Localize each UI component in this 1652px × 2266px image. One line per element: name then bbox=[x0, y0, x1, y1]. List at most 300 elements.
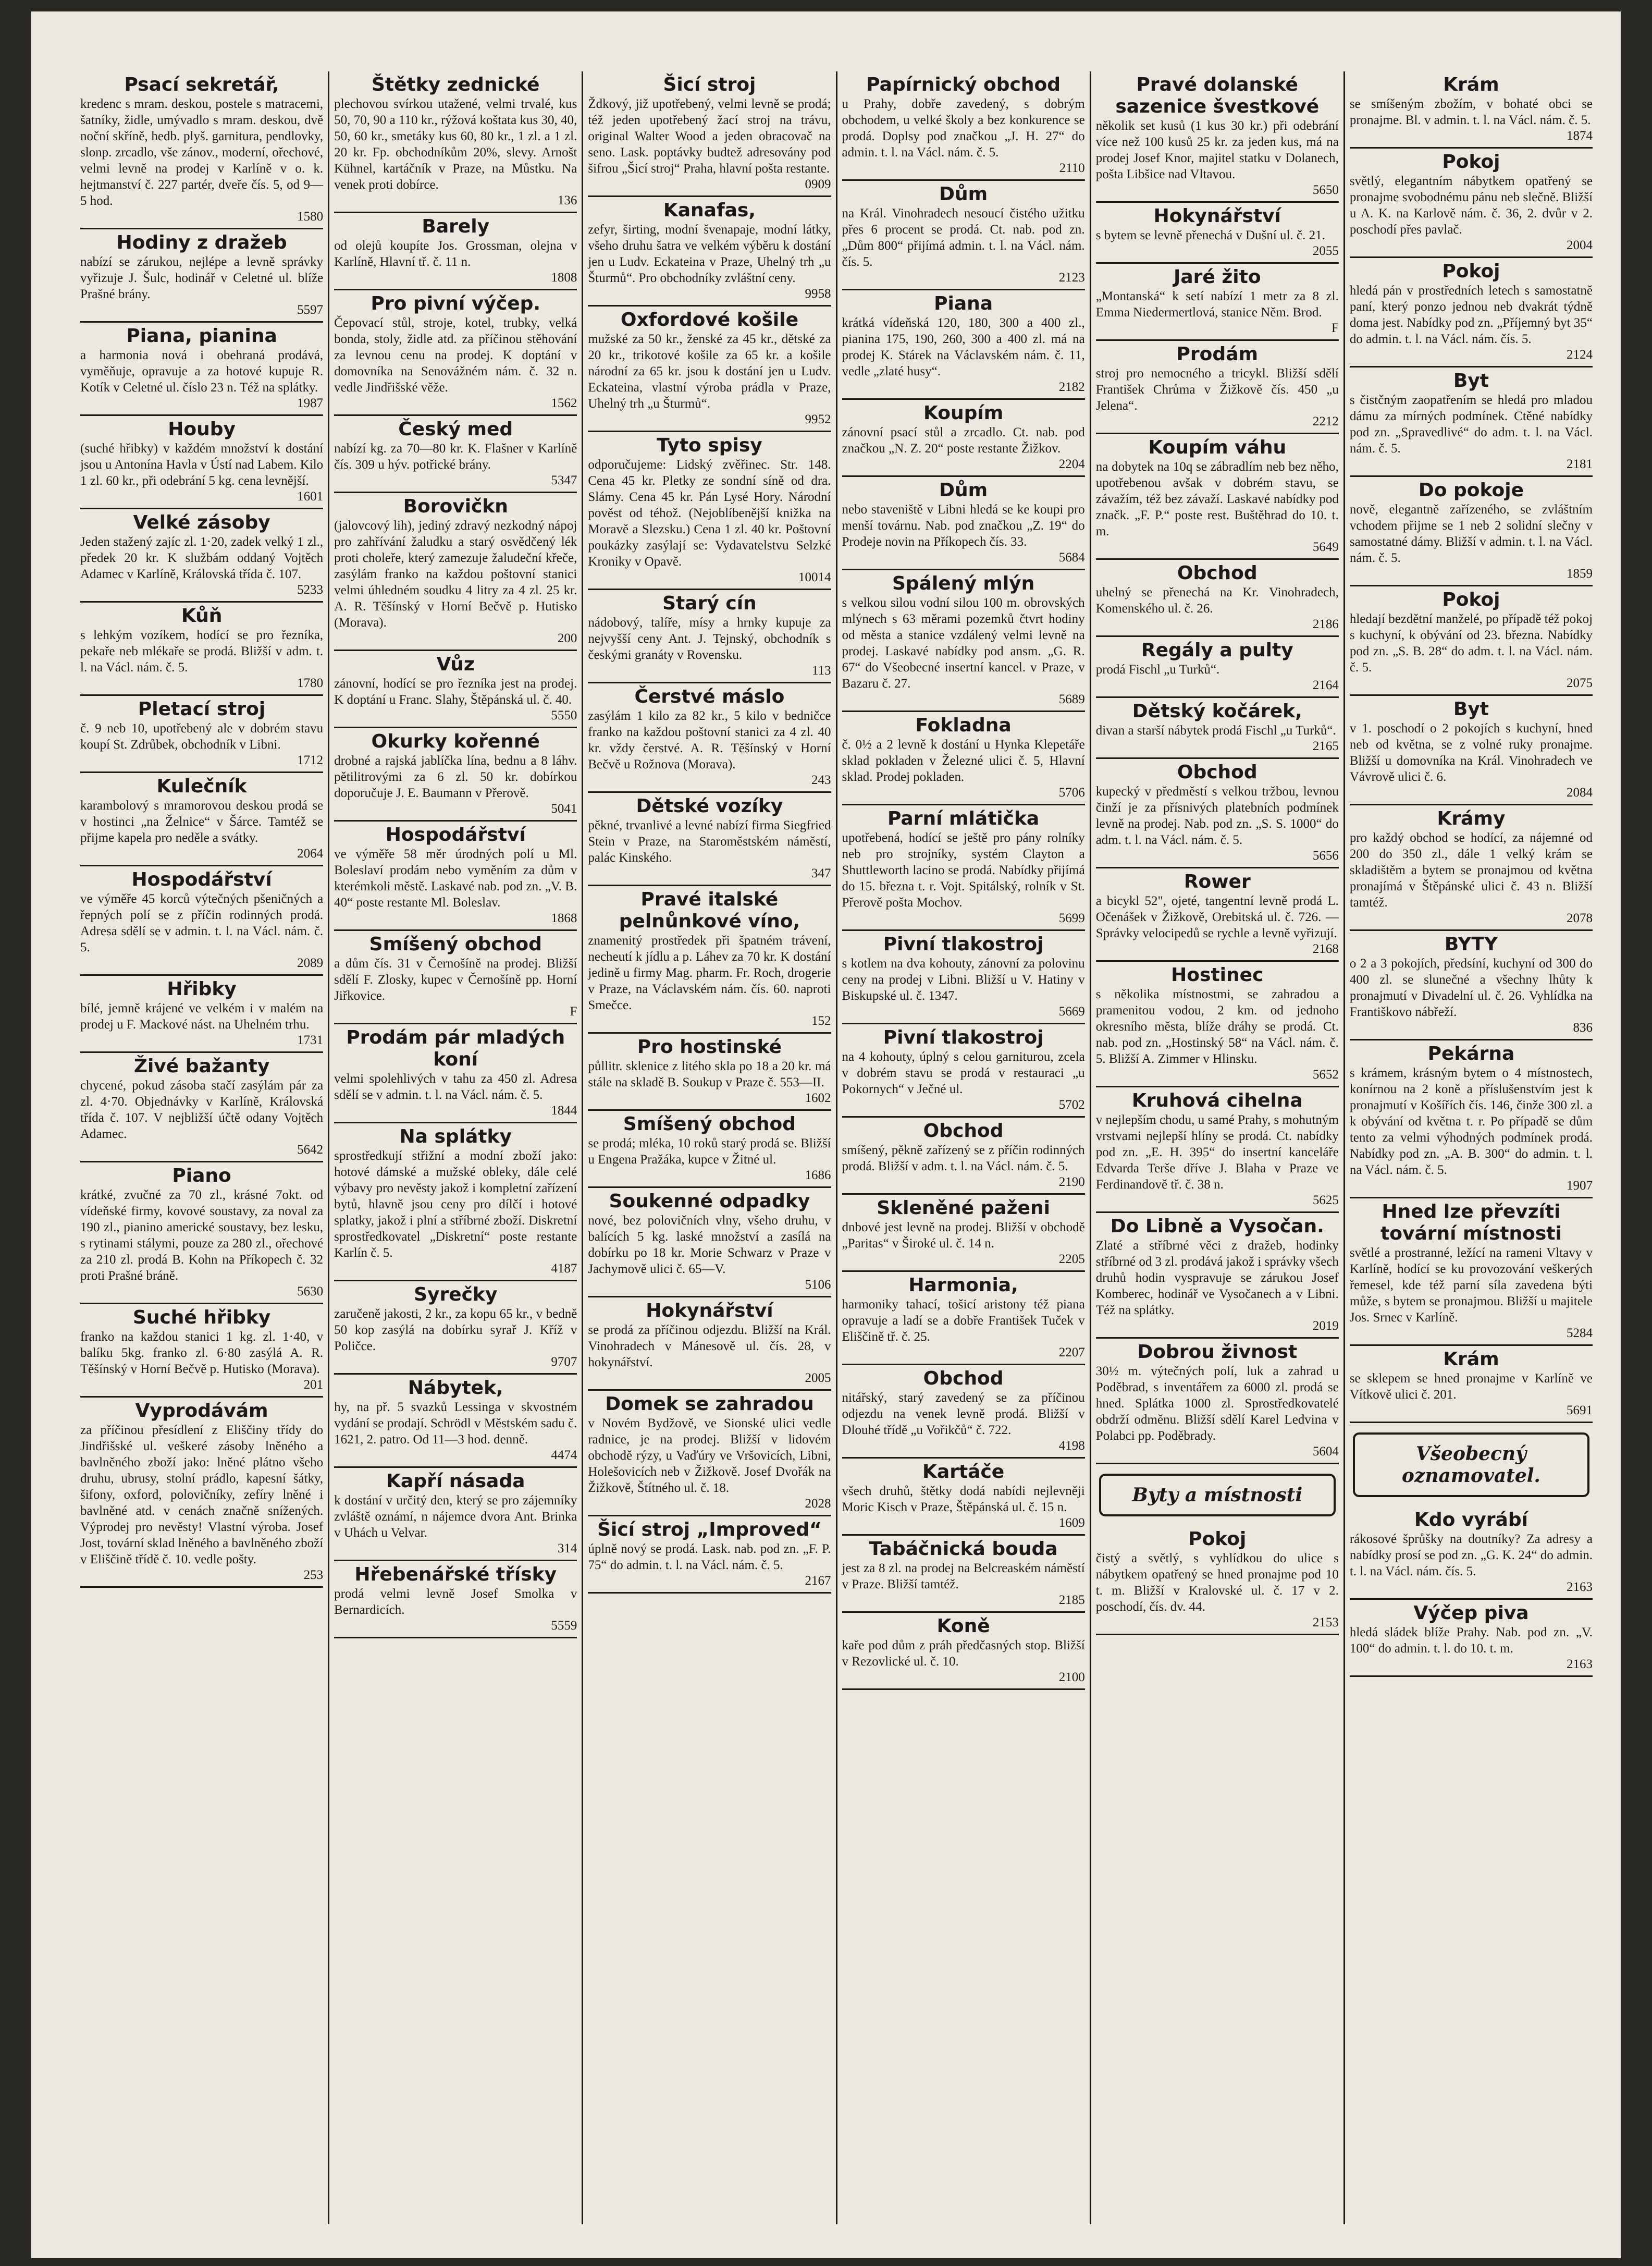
ad-number: 1907 bbox=[1567, 1179, 1593, 1193]
ad-heading: Rower bbox=[1183, 871, 1251, 892]
ad-heading: Hostinec bbox=[1171, 964, 1264, 986]
ad-number: 5652 bbox=[1312, 1068, 1339, 1082]
ad-heading: Dobrou živnost bbox=[1137, 1341, 1298, 1363]
ad-body: nebo staveniště v Libni hledá se ke koupi pro menší továrnu. Nab. pod značkou „Z. 19“ do Prodeje novin na Příkopech čís. 33. bbox=[842, 503, 1085, 549]
classified-ad bbox=[80, 229, 323, 323]
classified-ad bbox=[842, 1195, 1085, 1272]
ad-number: 2164 bbox=[1312, 678, 1339, 692]
ad-heading: Hokynářství bbox=[1153, 205, 1281, 227]
ad-heading: Pravé dolanské sazenice švestkové bbox=[1115, 74, 1320, 117]
ad-number: 5106 bbox=[805, 1278, 831, 1292]
ad-body: všech druhů, štětky dodá nabídi nejlevněji Moric Kisch v Praze, Štěpánská ul. č. 15 n. bbox=[842, 1484, 1085, 1514]
classified-ad bbox=[842, 1118, 1085, 1195]
ad-body: bílé, jemně krájené ve velkém i v malém na prodej u F. Mackové nást. na Uhelném trhu. bbox=[80, 1001, 324, 1032]
ad-heading: Vůz bbox=[436, 654, 475, 675]
classified-ad bbox=[842, 1024, 1085, 1118]
ad-number: 5604 bbox=[1312, 1444, 1339, 1459]
classified-ad bbox=[1096, 868, 1339, 962]
ad-heading: Do Libně a Vysočan. bbox=[1110, 1216, 1324, 1237]
ad-number: 5284 bbox=[1567, 1326, 1593, 1340]
ad-body: zefyr, širting, modní švenapaje, modní látky, všeho druhu šatra ve velkém výběru k dostání jen u Ludv. Eckateina v Praze, Uhelný trh „u Šturmů“. Pro obchodníky zvláštní ceny. bbox=[588, 223, 831, 285]
ad-body: prodá velmi levně Josef Smolka v Bernardicích. bbox=[334, 1587, 577, 1617]
classified-ad bbox=[588, 1297, 831, 1391]
classified-ad bbox=[1350, 1600, 1593, 1677]
classified-ad bbox=[588, 71, 831, 197]
classified-ad bbox=[1350, 477, 1593, 586]
classified-ad bbox=[588, 590, 831, 683]
section-banner bbox=[1353, 1432, 1589, 1497]
ad-body: několik set kusů (1 kus 30 kr.) při odebrání více než 100 kusů 25 kr. za jeden kus, má na prodej Josef Knor, majitel statku v Dolanech, pošta Libšice nad Vltavou. bbox=[1095, 119, 1339, 181]
classified-ad bbox=[842, 477, 1085, 570]
classified-ad bbox=[1096, 637, 1339, 698]
ad-number: 2165 bbox=[1312, 739, 1339, 753]
ad-body: franko na každou stanici 1 kg. zl. 1·40, v balíku 5kg. franko zl. 6·80 zasýlá A. R. Těšínský v Horní Bečvě p. Hutisko (Morava). bbox=[80, 1330, 324, 1376]
ad-number: 2100 bbox=[1058, 1670, 1085, 1684]
ad-body: krátká vídeňská 120, 180, 300 a 400 zl., pianina 175, 190, 260, 300 a 400 zl. má na prodej K. Stárek na Václavském nám. č. 11, vedle „zlaté husy“. bbox=[842, 316, 1085, 378]
classified-ad bbox=[80, 509, 323, 603]
ad-body: úplně nový se prodá. Lask. nab. pod zn. „F. P. 75“ do admin. t. l. na Václ. nám. č. 5. bbox=[588, 1542, 831, 1572]
classified-ad bbox=[1096, 1087, 1339, 1213]
ad-heading: Hodiny z dražeb bbox=[116, 232, 287, 253]
ad-number: 5691 bbox=[1567, 1403, 1593, 1417]
ad-body: s kotlem na dva kohouty, zánovní za polovinu ceny na prodej v Libni. Bližší u V. Hatiny v Biskupské ul. č. 1347. bbox=[842, 957, 1085, 1003]
ad-heading: Velké zásoby bbox=[133, 512, 270, 533]
ad-heading: Hokynářství bbox=[646, 1300, 773, 1321]
classified-ad bbox=[334, 822, 577, 931]
ad-heading: Byt bbox=[1453, 699, 1489, 720]
ad-body: 30½ m. výtečných polí, luk a zahrad u Poděbrad, s inventářem za 6000 zl. prodá se hned. Splátka 1000 zl. Sprostředkovatelé obdrží odměnu. Bližší sdělí Karel Ledvina v Polabci pp. Poděbrady. bbox=[1095, 1364, 1339, 1443]
classified-ad bbox=[1096, 560, 1339, 637]
ad-body: se smíšeným zbožím, v bohaté obci se pronajme. Bl. v admin. t. l. na Václ. nám. č. 5. bbox=[1349, 97, 1593, 127]
ad-body: nabízí se zárukou, nejlépe a levně správky vyřizuje J. Šulc, hodinář v Celetné ul. blíže Prašné brány. bbox=[80, 255, 324, 301]
classified-ad bbox=[1096, 341, 1339, 434]
ad-heading: Skleněné paženi bbox=[877, 1197, 1050, 1219]
ad-heading: Koupím bbox=[923, 402, 1004, 424]
ad-body: rákosové šprůšky na doutníky? Za adresy a nabídky prosí se pod zn. „G. K. 24“ do admin. t. l. na Václ. nám. čís. 5. bbox=[1349, 1532, 1593, 1578]
ad-number: 1874 bbox=[1567, 129, 1593, 143]
classified-ad bbox=[334, 71, 577, 213]
column-3 bbox=[583, 71, 837, 2224]
classified-ad bbox=[588, 1188, 831, 1297]
classified-ad bbox=[80, 696, 323, 773]
ad-body: drobné a rajská jablíčka lína, bednu a 8 láhv. pětilitrovými za 6 zl. 50 kr. dobírkou doporučuje J. E. Baumann v Přerově. bbox=[334, 754, 577, 800]
ad-heading: Pokoj bbox=[1188, 1528, 1247, 1550]
classified-ad bbox=[334, 1281, 577, 1375]
classified-ad bbox=[842, 181, 1085, 290]
ad-heading: Jaré žito bbox=[1173, 266, 1261, 288]
classified-ad bbox=[80, 976, 323, 1053]
classified-ad bbox=[588, 1111, 831, 1188]
ad-heading: Borovičkn bbox=[403, 496, 508, 517]
ad-number: 2163 bbox=[1567, 1580, 1593, 1594]
ad-heading: Dům bbox=[939, 183, 988, 205]
ad-number: 2204 bbox=[1058, 457, 1085, 471]
ad-body: harmoniky tahací, tošicí aristony též piana opravuje a ladí se a dobře František Tuček v Eliščině tř. č. 25. bbox=[842, 1297, 1085, 1344]
column-6 bbox=[1345, 71, 1597, 2224]
classified-ad bbox=[1350, 696, 1593, 805]
ad-body: od olejů koupíte Jos. Grossman, olejna v Karlíně, Hlavní tř. č. 11 n. bbox=[334, 239, 577, 269]
ad-number: 5689 bbox=[1058, 692, 1085, 706]
ad-number: 1808 bbox=[551, 271, 577, 285]
classified-ad bbox=[842, 931, 1085, 1024]
ad-heading: Smíšený obchod bbox=[369, 934, 542, 955]
ad-number: 5649 bbox=[1312, 540, 1339, 554]
ad-body: (jalovcový lih), jediný zdravý nezkodný nápoj pro zahřívání žaludku a starý osvědčený lék proti choleře, který zamezuje žaludeční křeče, zasýlám franko na každou poštovní stanici velmi úhledném soudku 4 litry za 4 zl. 25 kr. A. R. Těšínský v Horní Bečvě p. Hutisko (Morava). bbox=[334, 519, 577, 630]
ad-heading: Pravé italské pelnůnkové víno, bbox=[619, 889, 800, 932]
ad-body: nové, bez polovičních vlny, všeho druhu, v balících 5 kg. laské množství a zasílá na dobírku po 18 kr. Morie Schwarz v Praze v Jachymově ulici č. 65—V. bbox=[588, 1214, 831, 1276]
classified-ad bbox=[588, 197, 831, 307]
ad-heading: Suché hřibky bbox=[132, 1307, 271, 1328]
ad-heading: Houby bbox=[168, 419, 236, 440]
ad-number: 1562 bbox=[551, 396, 577, 410]
classified-ad bbox=[80, 323, 323, 416]
classified-ad bbox=[1096, 434, 1339, 560]
ad-heading: Kruhová cihelna bbox=[1131, 1090, 1303, 1111]
ad-number: 4187 bbox=[551, 1261, 577, 1276]
classified-ad bbox=[1350, 805, 1593, 931]
ad-heading: Starý cín bbox=[662, 593, 757, 614]
ad-number: 2182 bbox=[1058, 380, 1085, 394]
ad-heading: Výčep piva bbox=[1413, 1602, 1529, 1624]
classified-ad bbox=[588, 1516, 831, 1594]
ad-body: s krámem, krásným bytem o 4 místnostech, konírnou na 2 koně a příslušenstvím jest k pronajmutí v Košířích čís. 146, činže 300 zl. a k obývání od května t. r. Po případě se dům tento za velmi výhodných podmínek prodá. Nabídky pod zn. „A. B. 300“ do admin. t. l. na Václ. nám. č. 5. bbox=[1349, 1066, 1593, 1177]
classified-ad bbox=[842, 400, 1085, 477]
ad-body: světlé a prostranné, ležící na rameni Vltavy v Karlíně, hodící se ku provozování veškerých řemesel, kde též parní síla zavedena býti může, s bytem se pronajmou. Bližší u majitele Jos. Srnec v Karlíně. bbox=[1349, 1246, 1593, 1325]
ad-body: upotřebená, hodící se ještě pro pány rolníky neb pro strojníky, systém Clayton a Shuttleworth lacino se prodá. Nabídky přijímá do 15. března t. r. Vojt. Spitálský, rolník v St. Přerově pošta Mochov. bbox=[842, 831, 1085, 910]
classified-ad bbox=[1096, 71, 1339, 203]
ad-body: se sklepem se hned pronajme v Karlíně ve Vítkově ulici č. 201. bbox=[1349, 1371, 1593, 1402]
ad-body: nádobový, talíře, mísy a hrnky kupuje za nejvyšší ceny Ant. J. Tejnský, obchodník s českými granáty v Rovensku. bbox=[588, 616, 831, 662]
classified-ad bbox=[1096, 264, 1339, 341]
ad-heading: Domek se zahradou bbox=[605, 1393, 814, 1415]
ad-heading: Barely bbox=[422, 216, 490, 237]
ad-number: 5550 bbox=[551, 708, 577, 722]
ad-body: „Montanská“ k setí nabízí 1 metr za 8 zl. Emma Niedermertlová, stanice Něm. Brod. bbox=[1095, 289, 1339, 320]
ad-body: hy, na př. 5 svazků Lessinga v skvostném vydání se prodají. Schrödl v Městském sadu č. 1621, 2. patro. Od 11—3 hod. denně. bbox=[334, 1400, 577, 1447]
ad-body: za příčinou přesídlení z Eliščiny třídy do Jindřišské ul. veškeré zásoby lněného a bavlněného zboží jako: lněné plátno všeho druhu, ubrusy, stolní prádlo, kapesní šátky, šifony, oxford, polovičníky, zefíry lněné i bavlněné atd. v cenách značně snížených. Výprodej pro nevěsty! Vlastní výroba. Josef Jost, tovární sklad lněného a bavlněného zboží v Eliščině třídě č. 10. vedle pošty. bbox=[80, 1423, 324, 1566]
ad-body: zánovní psací stůl a zrcadlo. Ct. nab. pod značkou „N. Z. 20“ poste restante Žižkov. bbox=[842, 425, 1085, 456]
ad-heading: Kůň bbox=[181, 605, 223, 627]
ad-heading: Koupím váhu bbox=[1148, 437, 1287, 458]
ad-heading: Piana, pianina bbox=[126, 325, 277, 347]
ad-heading: Obchod bbox=[1177, 562, 1258, 584]
ad-body: plechovou svírkou utažené, velmi trvalé, kus 50, 70, 90 a 110 kr., rýžová koštata kus 30, 40, 50, 60 kr., smetáky kus 60, 80 kr., 1 zl. a 1 zl. 20 kr. Fp. obchodníkům 20%, slevy. Arnošt Kühnel, kartáčník v Praze, na Můstku. Na venek proti dobírce. bbox=[334, 97, 577, 192]
ad-heading: Soukenné odpadky bbox=[609, 1191, 810, 1212]
ad-number: 2064 bbox=[297, 847, 324, 861]
ad-body: sprostředkují střižní a modní zboží jako: hotové dámské a mužské obleky, dále celé výbavy pro nevěsty jakož i kompletní zařízení bytů, hlavně jsou ceny pro dílčí i hotové splatky, jakož i plní a stříbrné zboží. Diskretní sprostředkovatel „Diskretní“ poste restante Karlín č. 5. bbox=[334, 1149, 577, 1260]
ad-number: 5656 bbox=[1312, 849, 1339, 863]
ad-heading: Kapří násada bbox=[386, 1471, 525, 1492]
ad-body: krátké, zvučné za 70 zl., krásné 7okt. od vídeňské firmy, kovové soustavy, za noval za 190 zl., pianino americké soustavy, bez lesku, s rytinami stálymi, pouze za 280 zl., ořechové za 210 zl. prodá B. Kohn na Příkopech č. 32 proti Prašné bráně. bbox=[80, 1188, 324, 1283]
classified-ad bbox=[80, 773, 323, 866]
ad-heading: Hospodářství bbox=[131, 869, 272, 890]
ad-heading: Hřebenářské třísky bbox=[354, 1564, 557, 1585]
ad-heading: Obchod bbox=[923, 1368, 1004, 1389]
ad-number: 5347 bbox=[551, 473, 577, 487]
ad-body: hledají bezdětní manželé, po případě též pokoj s kuchyní, k obývání od 23. března. Nabídky pod zn. „S. B. 28“ do adm. t. l. na Václ. nám. č. 5. bbox=[1349, 612, 1593, 675]
ad-number: 4198 bbox=[1058, 1439, 1085, 1453]
ad-number: 2089 bbox=[297, 956, 324, 970]
ad-number: 2110 bbox=[1059, 161, 1085, 175]
ad-number: 1609 bbox=[1058, 1516, 1085, 1530]
ad-number: F bbox=[570, 1005, 577, 1019]
classified-ad bbox=[842, 712, 1085, 805]
ad-body: prodá Fischl „u Turků“. bbox=[1095, 663, 1220, 677]
ad-heading: Fokladna bbox=[915, 715, 1012, 736]
ad-number: 0909 bbox=[805, 177, 831, 191]
ad-heading: Papírnický obchod bbox=[866, 74, 1061, 95]
ad-number: 5630 bbox=[297, 1284, 324, 1299]
ad-body: karambolový s mramorovou deskou prodá se v hostinci „na Želnice“ v Šárce. Tamtéž se přijme kapela pro neděle a svátky. bbox=[80, 799, 324, 845]
ad-heading: Na splátky bbox=[399, 1126, 512, 1147]
ad-heading: Kdo vyrábí bbox=[1414, 1509, 1528, 1530]
ad-heading: Prodám bbox=[1176, 344, 1258, 365]
classified-ad bbox=[334, 651, 577, 728]
classified-ad bbox=[842, 1613, 1085, 1690]
section-banner-text: Všeobecný oznamovatel. bbox=[1401, 1443, 1540, 1487]
classified-ad bbox=[1350, 1506, 1593, 1600]
ad-number: 1601 bbox=[297, 489, 324, 504]
ad-body: na dobytek na 10q se zábradlím neb bez něho, upotřebenou avšak v dobrém stavu, se závažím, též bez závaží. Laskavé nabídky pod značk. „F. P.“ poste rest. Buštěhrad do 10. t. m. bbox=[1095, 460, 1339, 538]
ad-body: nabízí kg. za 70—80 kr. K. Flašner v Karlíně čís. 309 u hýv. potřické brány. bbox=[334, 442, 577, 472]
ad-heading: Nábytek, bbox=[408, 1377, 503, 1399]
section-banner bbox=[1099, 1474, 1336, 1516]
ad-body: s čistčným zaopatřením se hledá pro mladou dámu za mírných podmínek. Ctěné nabídky pod zn. „Spravedlivé“ do adm. t. l. na Václ. nám. č. 5. bbox=[1349, 393, 1593, 456]
ad-heading: Hned lze převzíti tovární místnosti bbox=[1380, 1201, 1562, 1244]
ad-body: velmi spolehlivých v tahu za 450 zl. Adresa sdělí se v admin. t. l. na Václ. nám. č. 5. bbox=[334, 1072, 577, 1102]
classified-ad bbox=[1096, 1213, 1339, 1339]
ad-number: 5699 bbox=[1058, 911, 1085, 925]
ad-number: 1712 bbox=[297, 753, 324, 767]
classified-ad bbox=[80, 1053, 323, 1162]
ad-heading: Smíšený obchod bbox=[623, 1113, 796, 1135]
ad-number: 1580 bbox=[297, 210, 324, 224]
classified-ad bbox=[1096, 962, 1339, 1087]
ad-body: znamenitý prostředek při špatném trávení, necheutí k jídlu a p. Láhev za 70 kr. K dostání jedině u firmy Mag. pharm. Fr. Roch, drogerie v Praze, na Václavském nám. čís. 60. naproti Smečce. bbox=[588, 934, 831, 1012]
classified-ad bbox=[334, 1123, 577, 1281]
column-5 bbox=[1091, 71, 1345, 2224]
ad-number: 1859 bbox=[1567, 567, 1593, 581]
ad-number: 152 bbox=[811, 1014, 831, 1028]
classified-ad bbox=[334, 1375, 577, 1468]
ad-heading: Regály a pulty bbox=[1141, 640, 1293, 661]
classified-ad bbox=[842, 290, 1085, 400]
ad-number: F bbox=[1331, 321, 1339, 335]
classified-ad bbox=[334, 416, 577, 493]
classified-ad bbox=[334, 1468, 577, 1561]
ad-number: 2212 bbox=[1312, 414, 1339, 428]
ad-number: 2028 bbox=[805, 1497, 831, 1511]
newspaper-page bbox=[31, 11, 1621, 2258]
ad-number: 2084 bbox=[1567, 786, 1593, 800]
ad-body: k dostání v určitý den, který se pro zájemníky zvláště oznámí, n nájemce dvora Ant. Brinka v Uhách u Velvar. bbox=[334, 1493, 577, 1540]
ad-body: zánovní, hodící se pro řezníka jest na prodej. K doptání u Franc. Slahy, Štěpánská ul. č. 40. bbox=[334, 677, 577, 707]
ad-body: o 2 a 3 pokojích, předsíní, kuchyní od 300 do 400 zl. se slunečné a všechny lhůty k pronajmutí v Divadelní ul. č. 26. Vyhlídka na Františkovo nábřeží. bbox=[1349, 957, 1593, 1019]
classified-ad bbox=[1096, 759, 1339, 868]
ad-heading: Živé bažanty bbox=[133, 1056, 270, 1077]
ad-heading: Vyprodávám bbox=[135, 1400, 268, 1422]
ad-body: pro každý obchod se hodící, za nájemné od 200 do 350 zl., dále 1 velký krám se skladištěm a bytem se pronajmou od května pronajímá v Štěpánské ulici č. 43 n. Bližší tamtéž. bbox=[1349, 831, 1593, 910]
ad-number: 136 bbox=[557, 193, 577, 207]
ad-number: 5597 bbox=[297, 303, 324, 317]
ad-number: 2167 bbox=[805, 1574, 831, 1588]
ad-heading: Oxfordové košile bbox=[620, 309, 798, 330]
ad-body: půllitr. sklenice z litého skla po 18 a 20 kr. má stále na skladě B. Soukup v Praze č. 553—II. bbox=[588, 1059, 831, 1089]
classified-ad bbox=[842, 1536, 1085, 1613]
ad-heading: Kanafas, bbox=[663, 200, 756, 221]
ad-body: nitářský, starý zavedený se za příčinou odjezdu na venek levně prodá. Bližší v Dlouhé třídě „u Vořikčů“ č. 722. bbox=[842, 1391, 1085, 1437]
ad-body: divan a starší nábytek prodá Fischl „u Turků“. bbox=[1095, 724, 1336, 738]
ad-heading: Pivní tlakostroj bbox=[883, 934, 1044, 955]
ad-body: kupecký v předměstí s velkou tržbou, levnou činží je za přísnivých platebních podmínek levně na prodej. Nab. pod zn. „S. S. 1000“ do adm. t. l. na Václ. nám. č. 5. bbox=[1095, 785, 1339, 847]
ad-heading: Piano bbox=[172, 1165, 231, 1186]
column-1 bbox=[76, 71, 329, 2224]
ad-number: 5669 bbox=[1058, 1005, 1085, 1019]
ad-heading: Čerstvé máslo bbox=[634, 686, 785, 707]
ad-body: pěkné, trvanlivé a levné nabízí firma Siegfried Stein v Praze, na Staroměstském náměstí, palác Kinského. bbox=[588, 818, 831, 865]
ad-heading: Prodám pár mladých koní bbox=[346, 1027, 565, 1070]
ad-heading: Pivní tlakostroj bbox=[883, 1027, 1044, 1048]
classified-columns bbox=[76, 71, 1597, 2224]
ad-number: 5684 bbox=[1058, 550, 1085, 565]
ad-body: dnbové jest levně na prodej. Bližší v obchodě „Paritas“ v Široké ul. č. 14 n. bbox=[842, 1220, 1085, 1251]
ad-number: 1602 bbox=[805, 1091, 831, 1105]
ad-number: 5233 bbox=[297, 583, 324, 597]
ad-body: Čepovací stůl, stroje, kotel, trubky, velká bonda, stoly, židle atd. za příčinou stěhování za levnou cenu na prodej. K doptání v domovníka na Senovážném nám. č. 32 n. vedle Jindřišské věže. bbox=[334, 316, 577, 395]
ad-heading: Krám bbox=[1443, 74, 1499, 95]
classified-ad bbox=[80, 1162, 323, 1304]
ad-body: odporučujeme: Lidský zvěřinec. Str. 148. Cena 45 kr. Pletky ze sondní síně od dra. Slámy. Cena 45 kr. Pán Lysé Hory. Národní pověst od téhož. (Nejoblíbenější knižka na Moravě a Slezsku.) Cena 1 zl. 40 kr. Poštovní poukázky zasýlají se: Vydavatelstvu Selzké Kroniky v Opavě. bbox=[588, 458, 831, 569]
ad-number: 2168 bbox=[1312, 942, 1339, 956]
ad-heading: Pro pivní výčep. bbox=[371, 293, 541, 314]
classified-ad bbox=[588, 886, 831, 1034]
ad-number: 201 bbox=[303, 1378, 324, 1392]
ad-number: 347 bbox=[811, 866, 831, 880]
ad-number: 5041 bbox=[551, 802, 577, 816]
ad-heading: Psací sekretář, bbox=[124, 74, 279, 95]
classified-ad bbox=[1350, 149, 1593, 258]
ad-body: na Král. Vinohradech nesoucí čistého užitku přes 6 procent se prodá. Ct. nab. pod zn. „Dům 800“ přijímá admin. t. l. na Václ. nám. čís. 5. bbox=[842, 206, 1085, 269]
ad-number: 836 bbox=[1573, 1021, 1593, 1035]
ad-heading: Kartáče bbox=[922, 1461, 1005, 1483]
ad-body: a dům čís. 31 v Černošíně na prodej. Bližší sdělí F. Zlosky, kupec v Černošíně pp. Horní Jiřkovice. bbox=[334, 957, 577, 1003]
ad-heading: Český med bbox=[398, 419, 513, 440]
ad-heading: Pletací stroj bbox=[138, 699, 266, 720]
section-banner-text: Byty a místnosti bbox=[1132, 1484, 1303, 1506]
ad-body: v nejlepším chodu, u samé Prahy, s mohutným vrstvami nejlepší hlíny se prodá. Ct. nabídky pod zn. „E. H. 395“ do insertní kanceláře Edvarda Terše dříve J. Blaha v Praze ve Ferdinandově tř. č. 38 n. bbox=[1095, 1113, 1339, 1192]
classified-ad bbox=[842, 1365, 1085, 1459]
ad-body: ve výměře 45 korců výtečných pšeničných a řepných polí se z příčin rodinných prodá. Adresa sdělí se v admin. t. l. na Václ. nám. č. 5. bbox=[80, 892, 324, 954]
ad-body: zasýlám 1 kilo za 82 kr., 5 kilo v bedničce franko na každou poštovní stanici za 4 zl. 40 kr. vždy čerstvé. A. R. Těšínský v Horní Bečvě u Rožnova (Morava). bbox=[588, 709, 831, 771]
ad-body: uhelný se přenechá na Kr. Vinohradech, Komenského ul. č. 26. bbox=[1095, 585, 1339, 616]
ad-heading: Piana bbox=[934, 293, 993, 314]
classified-ad bbox=[842, 71, 1085, 181]
ad-body: s několika místnostmi, se zahradou a pramenitou vodou, 2 km. od jednoho okresního města, blíže dráhy se prodá. Ct. nab. pod zn. „Hostinský 58“ na Václ. nám. č. 5. Bližší A. Zimmer v Hlinsku. bbox=[1095, 987, 1339, 1066]
ad-number: 5706 bbox=[1058, 786, 1085, 800]
ad-number: 2124 bbox=[1567, 348, 1593, 362]
ad-heading: Koně bbox=[936, 1615, 990, 1637]
ad-heading: BYTY bbox=[1444, 934, 1498, 955]
ad-body: Zlaté a stříbrné věci z dražeb, hodinky stříbrné od 3 zl. prodává jakož i správky všech druhů hodin vyspravuje se zárukou Josef Komberec, hodinář ve Vysočanech a v Libni. Též na splátky. bbox=[1095, 1239, 1339, 1317]
ad-heading: Krám bbox=[1443, 1349, 1499, 1370]
ad-number: 9958 bbox=[805, 287, 831, 301]
ad-number: 200 bbox=[557, 631, 577, 645]
ad-heading: Pekárna bbox=[1427, 1043, 1515, 1064]
ad-number: 1844 bbox=[551, 1104, 577, 1118]
ad-number: 243 bbox=[811, 773, 831, 787]
ad-body: smíšený, pěkně zařízený se z příčin rodinných prodá. Bližší v adm. t. l. na Václ. nám. č. 5. bbox=[842, 1143, 1085, 1173]
classified-ad bbox=[334, 213, 577, 290]
ad-body: ve výměře 58 měr úrodných polí u Ml. Boleslaví prodám nebo vyměním za dům v kterémkoli městě. Laskavé nab. pod zn. „V. B. 40“ poste restante Ml. Boleslav. bbox=[334, 847, 577, 910]
ad-body: hledá pán v prostředních letech s samostatně paní, který ponzo jednou neb dvakrát týdně doma jest. Nabídky pod zn. „Příjemný byt 35“ do admin. t. l. na Václ. nám. čís. 5. bbox=[1349, 284, 1593, 346]
ad-body: Ždkový, již upotřebený, velmi levně se prodá; též jeden upotřebený žací stroj na trávu, original Walter Wood a jeden obracovač na seno. Lask. poptávky budtež adresovány pod šifrou „Šicí stroj“ Praha, hlavní pošta restante. bbox=[588, 97, 831, 176]
ad-heading: Do pokoje bbox=[1418, 480, 1524, 501]
ad-heading: Pro hostinské bbox=[637, 1036, 782, 1058]
ad-heading: Harmonia, bbox=[908, 1275, 1018, 1296]
ad-heading: Obchod bbox=[923, 1120, 1004, 1142]
ad-body: v 1. poschodí o 2 pokojích s kuchyní, hned neb od května, se z volné ruky pronajme. Bližší u domovníka na Král. Vinohradech ve Vávrově ulici č. 6. bbox=[1349, 721, 1593, 784]
classified-ad bbox=[588, 432, 831, 590]
classified-ad bbox=[588, 683, 831, 793]
classified-ad bbox=[1096, 698, 1339, 759]
ad-heading: Štětky zednické bbox=[371, 74, 540, 95]
ad-number: 2005 bbox=[805, 1371, 831, 1385]
ad-body: a harmonia nová i obehraná prodává, vyměňuje, opravuje a za hotové kupuje R. Kotík v Celetné ul. číslo 23 n. Též na splátky. bbox=[80, 348, 324, 395]
classified-ad bbox=[334, 1024, 577, 1123]
ad-body: světlý, elegantním nábytkem opatřený se pronajme svobodnému pánu neb slečně. Bližší u A. K. na Karlově nám. č. 36, 2. dvůr v 2. poschodí přes pavlač. bbox=[1349, 174, 1593, 237]
ad-heading: Šicí stroj bbox=[663, 74, 756, 95]
ad-number: 113 bbox=[811, 664, 831, 678]
classified-ad bbox=[80, 866, 323, 976]
ad-heading: Spálený mlýn bbox=[892, 573, 1035, 594]
ad-body: zaručeně jakosti, 2 kr., za kopu 65 kr., v bedně 50 kop zasýlá na dobírku syrař J. Kříž v Poličce. bbox=[334, 1307, 577, 1353]
classified-ad bbox=[588, 793, 831, 886]
ad-number: 9707 bbox=[551, 1355, 577, 1369]
ad-body: hledá sládek blíže Prahy. Nab. pod zn. „V. 100“ do admin. t. l. do 10. t. m. bbox=[1349, 1625, 1593, 1656]
ad-number: 1686 bbox=[805, 1168, 831, 1182]
classified-ad bbox=[80, 1398, 323, 1588]
ad-number: 314 bbox=[557, 1541, 577, 1555]
ad-heading: Krámy bbox=[1437, 808, 1506, 829]
classified-ad bbox=[1096, 1526, 1339, 1635]
column-4 bbox=[837, 71, 1091, 2224]
ad-heading: Pokoj bbox=[1442, 589, 1500, 610]
ad-body: a bicykl 52", ojeté, tangentní levně prodá L. Očenášek v Žižkově, Orebitská ul. č. 726. — Správky velocipedů se rychle a levně vyřizují. bbox=[1095, 894, 1339, 940]
ad-heading: Pokoj bbox=[1442, 261, 1500, 282]
ad-body: se prodá za příčinou odjezdu. Bližší na Král. Vinohradech v Mánesově ul. čís. 28, v hokynářství. bbox=[588, 1323, 831, 1369]
ad-number: 2078 bbox=[1567, 911, 1593, 925]
ad-heading: Byt bbox=[1453, 370, 1489, 391]
classified-ad bbox=[334, 290, 577, 416]
ad-body: kaře pod dům z práh předčasných stop. Bližší v Rezovlické ul. č. 10. bbox=[842, 1638, 1085, 1669]
ad-number: 5650 bbox=[1312, 183, 1339, 197]
ad-number: 5559 bbox=[551, 1619, 577, 1633]
ad-number: 2004 bbox=[1567, 238, 1593, 252]
ad-body: čistý a světlý, s vyhlídkou do ulice s nábytkem opatřený se hned pronajme pod 10 t. m. Bližší v Kralovské ul. č. 17 v 2. poschodí, čís. dv. 44. bbox=[1095, 1551, 1339, 1614]
ad-body: v Novém Bydžově, ve Sionské ulici vedle radnice, je na prodej. Bližší v lidovém obchodě rýzy, u Vaďúry ve Vršovicích, Libni, Holešovicích neb v Žižkově. Josef Dvořák na Žižkově, Štítného ul. č. 18. bbox=[588, 1416, 831, 1495]
ad-heading: Dětské vozíky bbox=[636, 795, 783, 817]
ad-body: mužské za 50 kr., ženské za 45 kr., dětské za 20 kr., trikotové košile za 65 kr. a košile národní za 65 kr. jsou k dostání jen u Ludv. Eckateina, vlastní výroba prádla v Praze, Uhelný trh „u Šturmů“. bbox=[588, 332, 831, 411]
ad-body: u Prahy, dobře zavedený, s dobrým obchodem, u velké školy a bez konkurence se prodá. Doplsy pod značkou „J. H. 27“ do admin. t. l. na Václ. nám. č. 5. bbox=[842, 97, 1085, 160]
classified-ad bbox=[1096, 1339, 1339, 1464]
ad-body: na 4 kohouty, úplný s celou garniturou, zcela v dobrém stavu se prodá v restauraci „u Pokornych“ v Ječné ul. bbox=[842, 1050, 1085, 1096]
ad-number: 253 bbox=[303, 1568, 324, 1582]
classified-ad bbox=[1350, 71, 1593, 149]
classified-ad bbox=[842, 1272, 1085, 1365]
ad-body: stroj pro nemocného a tricykl. Bližší sdělí František Chrůma v Žižkově čís. 450 „u Jelena“. bbox=[1095, 366, 1339, 413]
ad-number: 2019 bbox=[1312, 1319, 1339, 1333]
classified-ad bbox=[588, 1034, 831, 1111]
